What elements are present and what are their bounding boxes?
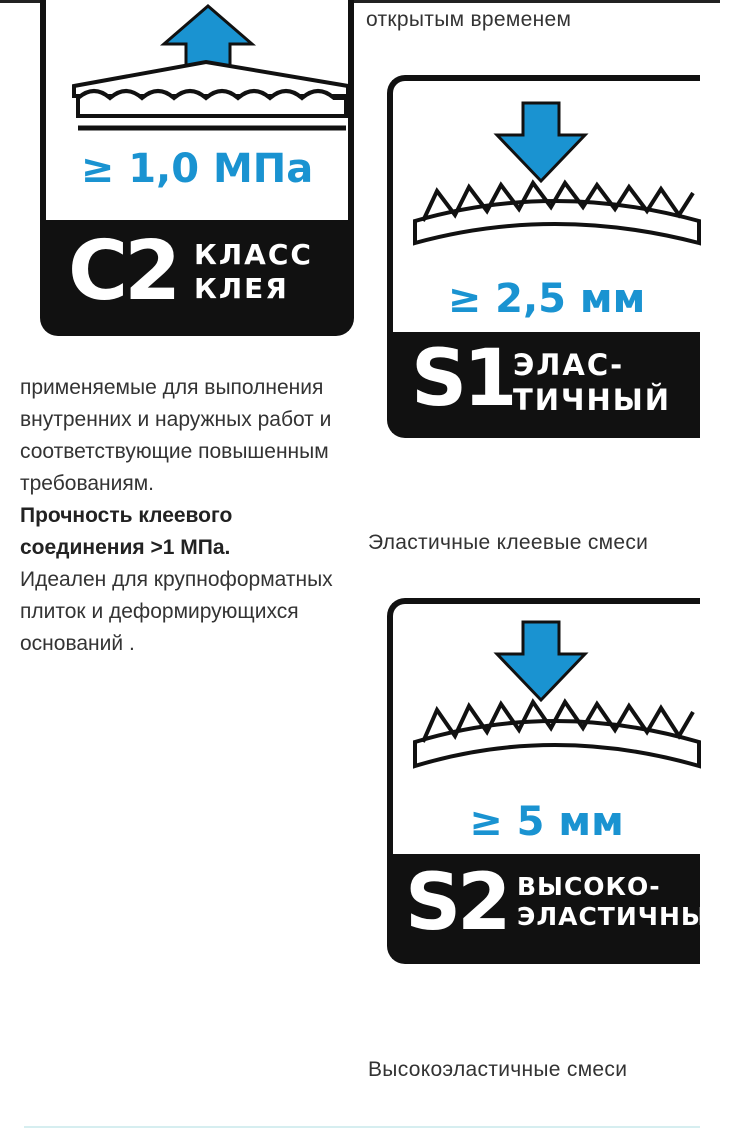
badge-footer [393,854,730,958]
deformation-value: ≥ 2,5 мм [447,276,646,322]
class-code: C2 [68,224,178,319]
badge-c2 [40,0,354,336]
caption-open-time: открытым временем [366,8,572,31]
description-line-1: применяемые для выполнения внутренних и наружных работ и соответствующие повышенным требованиям. [20,376,332,495]
tile-deformation-icon [393,604,706,794]
tile-layer-icon [74,62,348,96]
arrow-down-icon [497,103,585,181]
class-caption-line-1: ЭЛАС- [513,348,625,382]
class-code: S2 [405,858,508,948]
description-bold: Прочность клеевого соединения >1 МПа. [20,504,233,559]
badge-footer [46,220,348,330]
caption-high-elastic: Высокоэластичные смеси [368,1058,628,1081]
class-caption-line-1: ВЫСОКО- [517,872,661,901]
strength-value: ≥ 1,0 МПа [80,146,314,192]
bottom-divider [24,1126,700,1128]
badge-s1 [387,75,700,438]
description-text [20,372,360,660]
class-caption-line-1: КЛАСС [194,238,313,271]
class-caption-line-2: ЭЛАСТИЧНЫЙ [517,902,730,931]
class-caption [194,238,313,305]
class-caption [513,348,671,418]
class-code: S1 [411,334,514,424]
caption-elastic: Эластичные клеевые смеси [368,531,649,554]
badge-s2 [387,598,730,964]
badge-footer [393,332,700,432]
tile-deformation-icon [393,81,706,271]
class-caption [517,872,730,932]
arrow-down-icon [497,622,585,700]
class-caption-line-2: КЛЕЯ [194,271,289,305]
tile-adhesion-icon [46,0,360,146]
description-line-2: Идеален для крупноформатных плиток и деформирующихся оснований . [20,568,333,655]
deformation-value: ≥ 5 мм [469,799,624,845]
class-caption-line-2: ТИЧНЫЙ [513,382,672,417]
